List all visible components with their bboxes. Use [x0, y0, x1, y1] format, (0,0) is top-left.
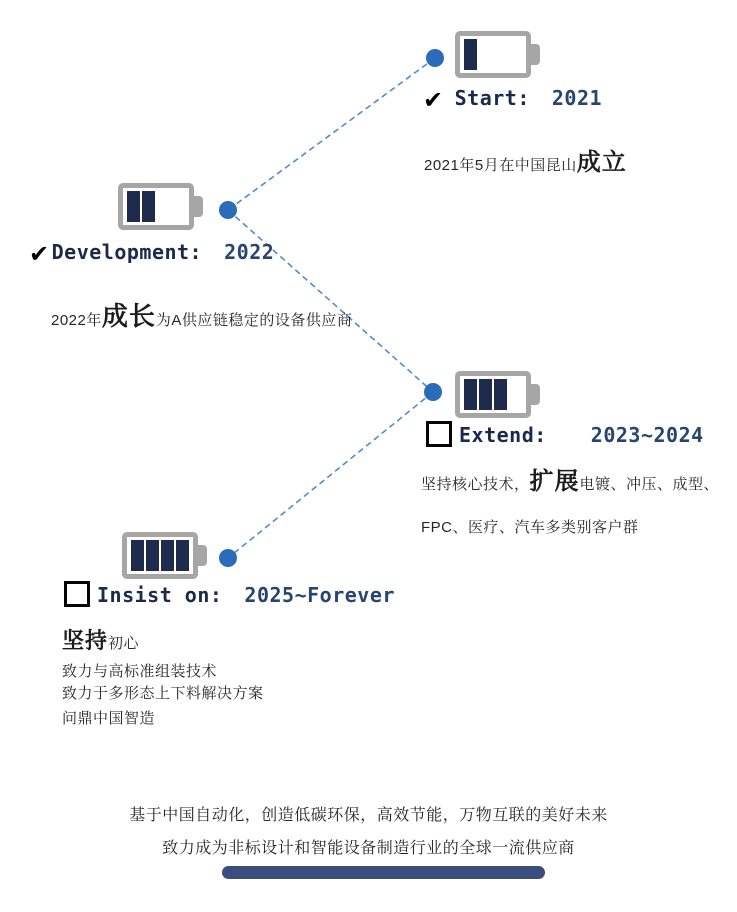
- milestone-label: Insist on:: [97, 583, 223, 607]
- milestone-development-desc: [51, 296, 352, 333]
- battery-bars: [131, 540, 189, 571]
- battery-terminal: [198, 545, 207, 566]
- desc-text: 2022年: [51, 312, 102, 329]
- timeline-node-dot: [424, 383, 442, 401]
- desc-line: 问鼎中国智造: [62, 710, 156, 727]
- milestone-extend-desc: [421, 460, 723, 549]
- connector-line: [228, 392, 433, 558]
- milestone-extend-title: [426, 421, 704, 448]
- battery-icon-level-3: [455, 371, 540, 418]
- desc-line: [62, 624, 264, 655]
- milestone-start-title: [423, 86, 603, 114]
- battery-icon-level-1: [455, 31, 540, 78]
- desc-text: 初心: [108, 635, 140, 652]
- milestone-start-desc: [424, 142, 627, 177]
- desc-text: 2021年5月在中国昆山: [424, 157, 577, 174]
- milestone-label: Extend:: [459, 423, 547, 447]
- connector-line: [228, 58, 435, 210]
- footer-accent-bar: [222, 866, 545, 879]
- check-icon: ✔: [423, 86, 444, 114]
- battery-body: [118, 183, 194, 230]
- milestone-insist-title: [64, 581, 395, 608]
- milestone-period: 2022: [224, 240, 275, 264]
- footer-slogan-line-1: 基于中国自动化，创造低碳环保，高效节能，万物互联的美好未来: [129, 807, 608, 824]
- timeline-node-dot: [219, 549, 237, 567]
- milestone-period: 2021: [551, 86, 603, 110]
- timeline-node-dot: [219, 201, 237, 219]
- timeline-node-dot: [426, 49, 444, 67]
- milestone-development-title: [29, 240, 275, 268]
- milestone-label: Start:: [454, 86, 530, 110]
- footer-slogan-line-2: 致力成为非标设计和智能设备制造行业的全球一流供应商: [162, 840, 575, 857]
- battery-bars: [464, 39, 477, 70]
- battery-terminal: [531, 44, 540, 65]
- desc-highlight: 坚持: [62, 628, 109, 653]
- milestone-insist-desc: [62, 624, 264, 730]
- battery-icon-level-2: [118, 183, 203, 230]
- battery-terminal: [194, 196, 203, 217]
- battery-icon-level-4: [122, 532, 207, 579]
- battery-body: [455, 371, 531, 418]
- desc-highlight: 扩展: [529, 468, 580, 495]
- milestone-label: Development:: [51, 240, 203, 264]
- checkbox-unchecked-icon: [64, 581, 90, 607]
- desc-highlight: 成长: [101, 301, 156, 331]
- desc-highlight: 成立: [576, 149, 627, 176]
- check-icon: ✔: [29, 240, 50, 268]
- battery-body: [122, 532, 198, 579]
- battery-bars: [464, 379, 507, 410]
- desc-line: 致力与高标准组装技术: [62, 663, 218, 680]
- battery-body: [455, 31, 531, 78]
- desc-text: 为A供应链稳定的设备供应商: [155, 312, 353, 329]
- milestone-period: 2023~2024: [590, 423, 704, 447]
- battery-terminal: [531, 384, 540, 405]
- desc-text: 坚持核心技术，: [421, 476, 530, 493]
- desc-text: 电镀、冲压、成型、FPC、医疗、汽车多类别客户群: [421, 476, 720, 536]
- battery-bars: [127, 191, 155, 222]
- desc-line: 致力于多形态上下料解决方案: [62, 685, 264, 702]
- checkbox-unchecked-icon: [426, 421, 452, 447]
- milestone-period: 2025~Forever: [244, 583, 395, 607]
